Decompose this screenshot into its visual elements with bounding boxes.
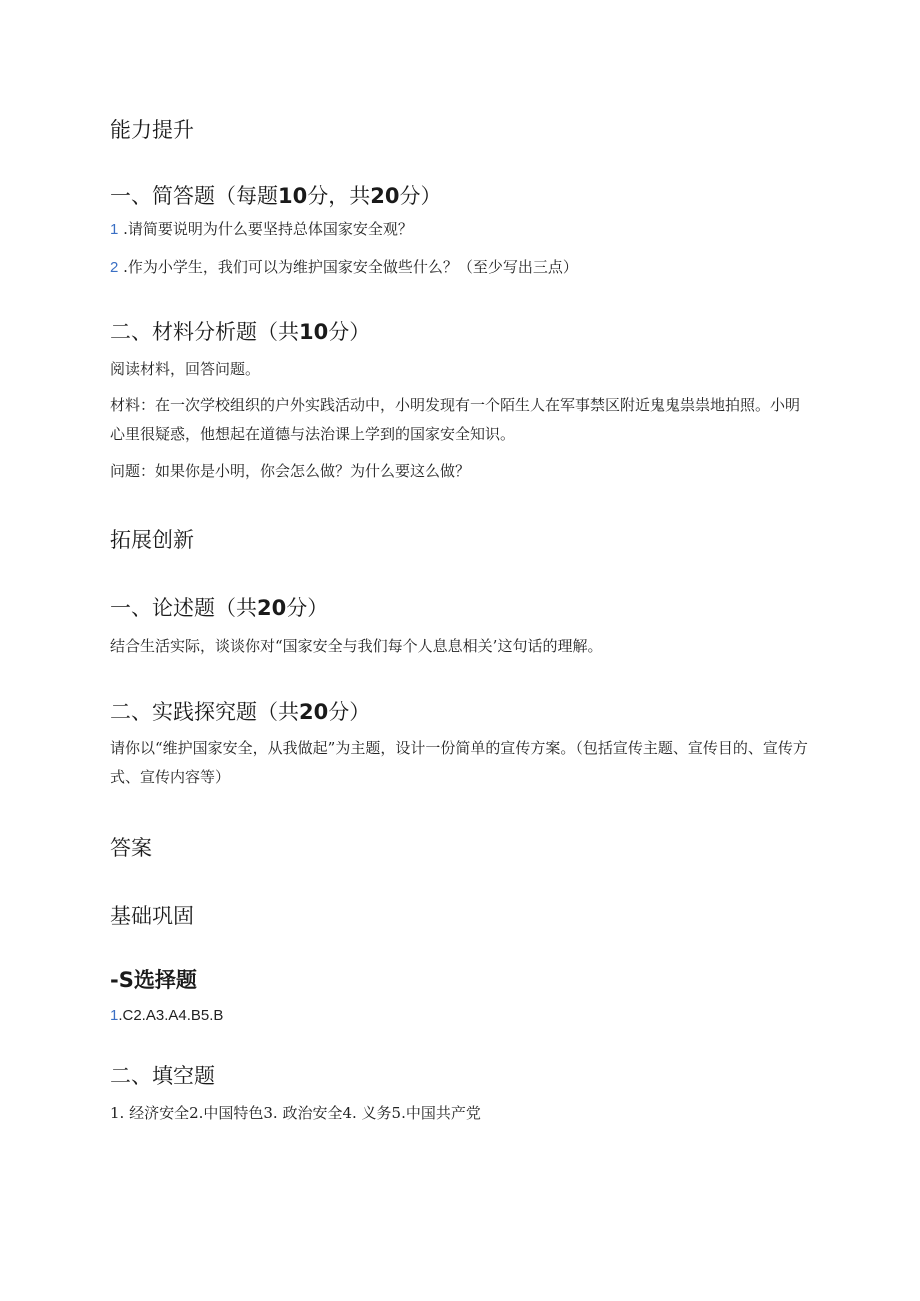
heading-number: 20 <box>299 700 329 724</box>
answer-text: .C2.A3.A4.B5.B <box>118 1007 224 1024</box>
question-text: .请简要说明为什么要坚持总体国家安全观？ <box>118 220 413 238</box>
section-title-basics: 基础巩固 <box>110 904 194 928</box>
heading-text: 分） <box>286 596 329 620</box>
heading-text: 一、论述题（共 <box>110 596 257 620</box>
material-question: 问题：如果你是小明，你会怎么做？为什么要这么做？ <box>110 462 471 480</box>
heading-choice: -S选择题 <box>110 968 197 992</box>
question-1 <box>110 218 413 239</box>
fill-answers: 1. 经济安全2.中国特色3. 政治安全4. 义务5.中国共产党 <box>110 1104 481 1122</box>
material-text: 材料：在一次学校组织的户外实践活动中，小明发现有一个陌生人在军事禁区附近鬼鬼祟祟地拍照。小明心里很疑惑，他想起在道德与法治课上学到的国家安全知识。 <box>110 396 801 443</box>
answer-number: 1 <box>110 1007 119 1024</box>
heading-number: 10 <box>299 320 329 344</box>
heading-number: 20 <box>257 596 287 620</box>
heading-text: 分） <box>399 184 442 208</box>
heading-text: 分） <box>328 320 371 344</box>
question-number: 1 <box>110 221 119 238</box>
practice-text: 请你以“维护国家安全，从我做起”为主题，设计一份简单的宣传方案。（包括宣传主题、宣传目的、宣传方式、宣传内容等） <box>110 739 808 786</box>
heading-short-answer <box>110 180 441 210</box>
heading-text: 二、材料分析题（共 <box>110 320 299 344</box>
heading-number: 10 <box>278 184 308 208</box>
heading-text: 分，共 <box>307 184 371 208</box>
heading-fill: 二、填空题 <box>110 1064 215 1088</box>
section-title-ability: 能力提升 <box>110 118 194 142</box>
heading-material-analysis <box>110 316 370 346</box>
essay-text: 结合生活实际，谈谈你对“国家安全与我们每个人息息相关’这句话的理解。 <box>110 637 603 655</box>
heading-practice <box>110 696 370 726</box>
heading-text: 二、实践探究题（共 <box>110 700 299 724</box>
heading-essay <box>110 592 328 622</box>
section-title-expand: 拓展创新 <box>110 528 194 552</box>
question-text: .作为小学生，我们可以为维护国家安全做些什么？（至少写出三点） <box>118 258 578 276</box>
material-intro: 阅读材料，回答问题。 <box>110 360 261 378</box>
heading-number: 20 <box>370 184 400 208</box>
heading-text: 一、简答题（每题 <box>110 184 278 208</box>
section-title-answers: 答案 <box>110 836 152 860</box>
heading-text: 分） <box>328 700 371 724</box>
question-number: 2 <box>110 259 119 276</box>
question-2 <box>110 256 578 277</box>
choice-answers <box>110 1007 223 1024</box>
